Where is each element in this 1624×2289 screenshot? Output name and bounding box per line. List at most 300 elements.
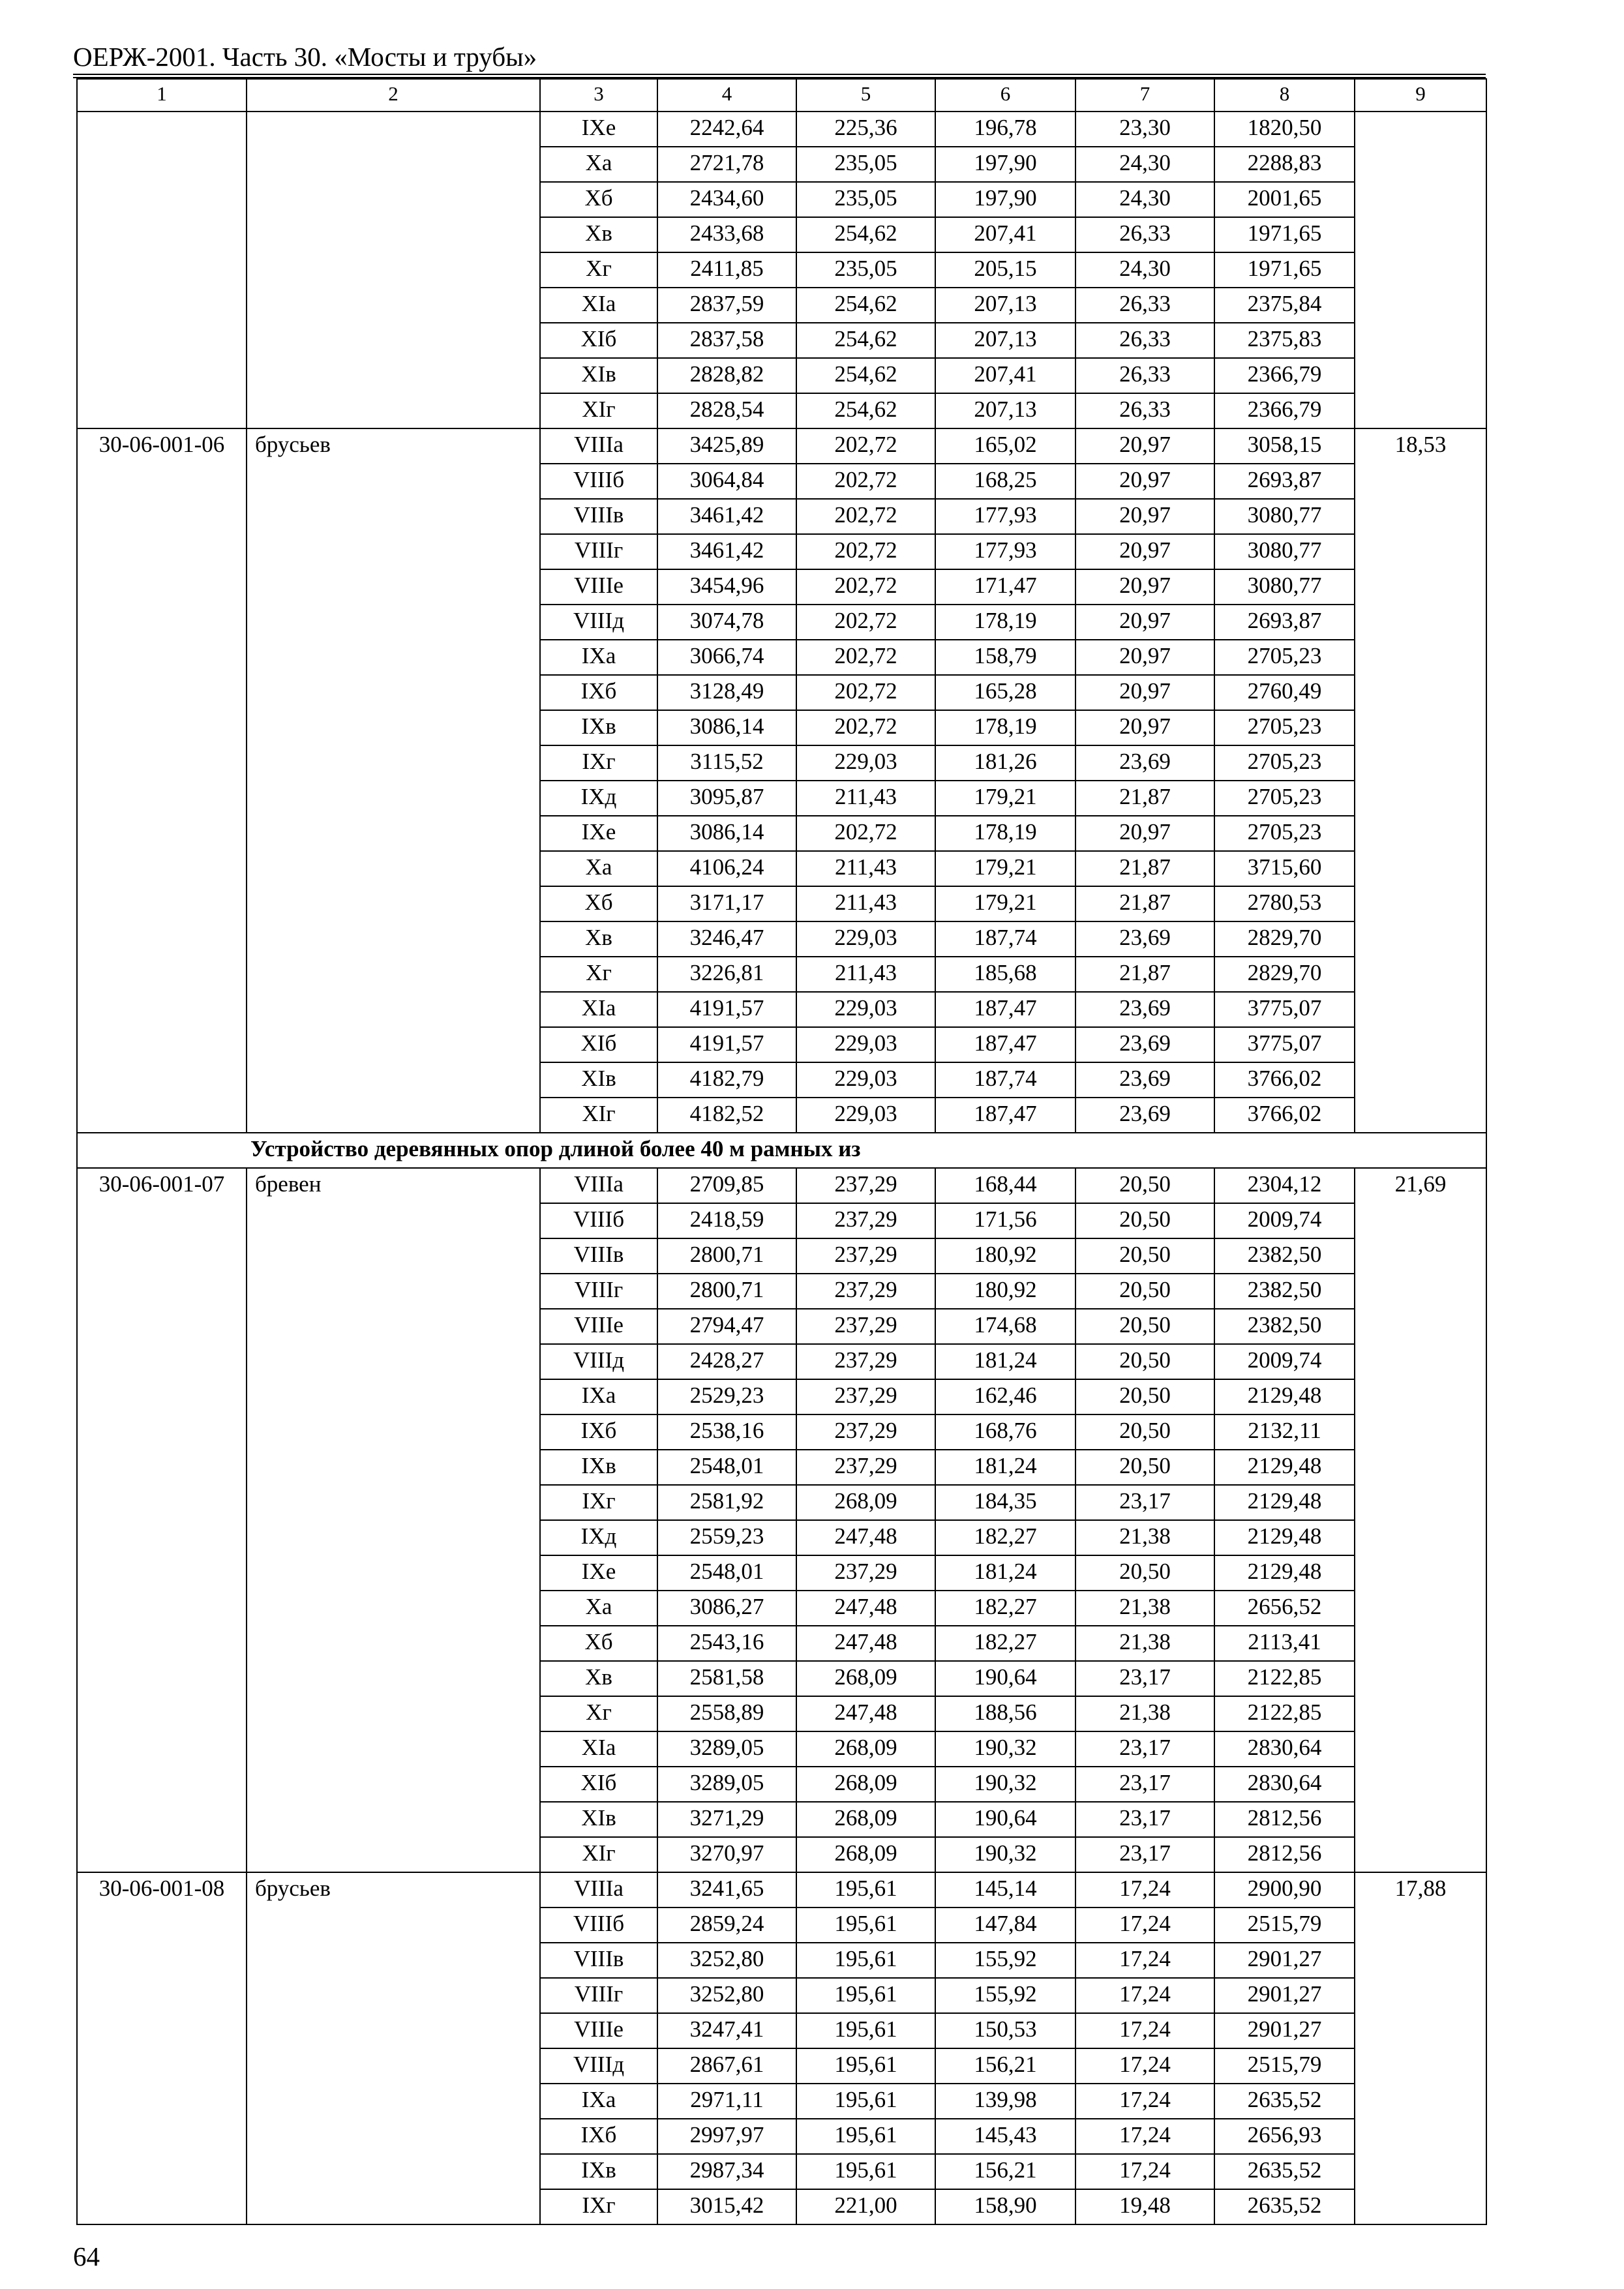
work-name: бревен [247,1168,540,1872]
materials-cell: 2760,49 [1214,675,1355,710]
wages-cell: 247,48 [796,1591,935,1626]
rate-code: 30-06-001-08 [77,1872,247,2224]
machine-cost-cell: 185,68 [935,957,1075,992]
materials-cell: 2693,87 [1214,605,1355,640]
document-header: ОЕРЖ-2001. Часть 30. «Мосты и трубы» [73,42,537,72]
total-cost-cell: 3270,97 [657,1837,796,1872]
machinist-wages-cell: 20,50 [1075,1379,1214,1414]
machinist-wages-cell: 20,97 [1075,710,1214,745]
materials-cell: 2129,48 [1214,1379,1355,1414]
materials-cell: 3775,07 [1214,1027,1355,1062]
machinist-wages-cell: 17,24 [1075,2154,1214,2189]
materials-cell: 3058,15 [1214,428,1355,464]
wages-cell: 235,05 [796,182,935,217]
wages-cell: 195,61 [796,2154,935,2189]
machine-cost-cell: 178,19 [935,605,1075,640]
machine-cost-cell: 156,21 [935,2154,1075,2189]
machinist-wages-cell: 20,50 [1075,1203,1214,1238]
materials-cell: 1971,65 [1214,217,1355,252]
column-number: 5 [796,79,935,112]
materials-cell: 3080,77 [1214,569,1355,605]
machine-cost-cell: 182,27 [935,1520,1075,1555]
total-cost-cell: 2709,85 [657,1168,796,1203]
wages-cell: 211,43 [796,957,935,992]
materials-cell: 2001,65 [1214,182,1355,217]
machine-cost-cell: 168,25 [935,464,1075,499]
column-number: 2 [247,79,540,112]
wages-cell: 229,03 [796,1062,935,1098]
total-cost-cell: 2800,71 [657,1238,796,1274]
total-cost-cell: 3115,52 [657,745,796,781]
wages-cell: 268,09 [796,1837,935,1872]
machine-cost-cell: 190,64 [935,1802,1075,1837]
machinist-wages-cell: 21,87 [1075,851,1214,886]
machinist-wages-cell: 23,17 [1075,1731,1214,1767]
wages-cell: 211,43 [796,851,935,886]
header-rule [73,74,1486,75]
total-cost-cell: 3064,84 [657,464,796,499]
wages-cell: 237,29 [796,1379,935,1414]
materials-cell: 2113,41 [1214,1626,1355,1661]
materials-cell: 1820,50 [1214,112,1355,147]
materials-cell: 2288,83 [1214,147,1355,182]
materials-cell: 2132,11 [1214,1414,1355,1450]
wages-cell: 221,00 [796,2189,935,2224]
wages-cell: 195,61 [796,1872,935,1908]
column-number: 6 [935,79,1075,112]
machinist-wages-cell: 20,50 [1075,1309,1214,1344]
materials-cell: 2635,52 [1214,2084,1355,2119]
machinist-wages-cell: 21,87 [1075,957,1214,992]
machine-cost-cell: 165,02 [935,428,1075,464]
machine-cost-cell: 155,92 [935,1978,1075,2013]
column-number: 7 [1075,79,1214,112]
materials-cell: 2129,48 [1214,1485,1355,1520]
materials-cell: 2705,23 [1214,710,1355,745]
category-cell: XIа [540,1731,657,1767]
machinist-wages-cell: 23,69 [1075,1098,1214,1133]
total-cost-cell: 3289,05 [657,1767,796,1802]
machine-cost-cell: 179,21 [935,851,1075,886]
materials-cell: 2705,23 [1214,745,1355,781]
machinist-wages-cell: 21,87 [1075,886,1214,921]
wages-cell: 229,03 [796,992,935,1027]
total-cost-cell: 3247,41 [657,2013,796,2048]
category-cell: IXе [540,112,657,147]
category-cell: Xб [540,1626,657,1661]
category-cell: XIб [540,323,657,358]
column-number: 4 [657,79,796,112]
materials-cell: 2366,79 [1214,393,1355,428]
total-cost-cell: 2529,23 [657,1379,796,1414]
machinist-wages-cell: 17,24 [1075,1872,1214,1908]
materials-cell: 2901,27 [1214,1943,1355,1978]
total-cost-cell: 2558,89 [657,1696,796,1731]
total-cost-cell: 4182,52 [657,1098,796,1133]
machine-cost-cell: 156,21 [935,2048,1075,2084]
category-cell: Xа [540,147,657,182]
wages-cell: 237,29 [796,1555,935,1591]
category-cell: IXе [540,1555,657,1591]
wages-cell: 202,72 [796,534,935,569]
total-cost-cell: 2859,24 [657,1908,796,1943]
wages-cell: 268,09 [796,1767,935,1802]
category-cell: VIIIг [540,534,657,569]
total-cost-cell: 3128,49 [657,675,796,710]
materials-cell: 3080,77 [1214,534,1355,569]
category-cell: IXв [540,710,657,745]
materials-cell: 2812,56 [1214,1802,1355,1837]
total-cost-cell: 3086,14 [657,816,796,851]
column-number: 3 [540,79,657,112]
machinist-wages-cell: 19,48 [1075,2189,1214,2224]
total-cost-cell: 3171,17 [657,886,796,921]
materials-cell: 2829,70 [1214,957,1355,992]
total-cost-cell: 2997,97 [657,2119,796,2154]
materials-cell: 2382,50 [1214,1309,1355,1344]
materials-cell: 2375,84 [1214,288,1355,323]
labor-cost-cell: 21,69 [1355,1168,1486,1872]
total-cost-cell: 2971,11 [657,2084,796,2119]
total-cost-cell: 3461,42 [657,499,796,534]
rates-table [76,78,1487,2225]
materials-cell: 2656,52 [1214,1591,1355,1626]
machinist-wages-cell: 23,30 [1075,112,1214,147]
total-cost-cell: 4191,57 [657,1027,796,1062]
machinist-wages-cell: 17,24 [1075,2119,1214,2154]
machine-cost-cell: 207,13 [935,323,1075,358]
total-cost-cell: 2987,34 [657,2154,796,2189]
work-name: брусьев [247,1872,540,2224]
total-cost-cell: 2828,54 [657,393,796,428]
machine-cost-cell: 179,21 [935,886,1075,921]
machinist-wages-cell: 26,33 [1075,358,1214,393]
table-row [77,1872,1486,1908]
materials-cell: 2693,87 [1214,464,1355,499]
wages-cell: 247,48 [796,1520,935,1555]
total-cost-cell: 2543,16 [657,1626,796,1661]
section-heading-row [77,1133,1486,1168]
materials-cell: 2635,52 [1214,2154,1355,2189]
machinist-wages-cell: 20,97 [1075,675,1214,710]
total-cost-cell: 2581,58 [657,1661,796,1696]
machine-cost-cell: 171,47 [935,569,1075,605]
wages-cell: 254,62 [796,288,935,323]
machine-cost-cell: 158,90 [935,2189,1075,2224]
wages-cell: 229,03 [796,745,935,781]
materials-cell: 2900,90 [1214,1872,1355,1908]
wages-cell: 268,09 [796,1731,935,1767]
wages-cell: 237,29 [796,1450,935,1485]
machine-cost-cell: 181,24 [935,1450,1075,1485]
machine-cost-cell: 155,92 [935,1943,1075,1978]
wages-cell: 202,72 [796,499,935,534]
wages-cell: 202,72 [796,464,935,499]
machinist-wages-cell: 20,50 [1075,1238,1214,1274]
machine-cost-cell: 171,56 [935,1203,1075,1238]
total-cost-cell: 2837,58 [657,323,796,358]
category-cell: XIг [540,1098,657,1133]
wages-cell: 195,61 [796,1978,935,2013]
category-cell: VIIIа [540,1872,657,1908]
materials-cell: 2515,79 [1214,1908,1355,1943]
machine-cost-cell: 177,93 [935,534,1075,569]
machine-cost-cell: 165,28 [935,675,1075,710]
category-cell: VIIIг [540,1274,657,1309]
machine-cost-cell: 182,27 [935,1591,1075,1626]
total-cost-cell: 3241,65 [657,1872,796,1908]
rate-code [77,112,247,428]
materials-cell: 3080,77 [1214,499,1355,534]
total-cost-cell: 2411,85 [657,252,796,288]
work-name: брусьев [247,428,540,1133]
category-cell: IXа [540,1379,657,1414]
machinist-wages-cell: 23,69 [1075,1062,1214,1098]
wages-cell: 195,61 [796,2013,935,2048]
category-cell: VIIIа [540,428,657,464]
wages-cell: 229,03 [796,1098,935,1133]
total-cost-cell: 2548,01 [657,1555,796,1591]
total-cost-cell: 4106,24 [657,851,796,886]
total-cost-cell: 3074,78 [657,605,796,640]
total-cost-cell: 3246,47 [657,921,796,957]
wages-cell: 202,72 [796,816,935,851]
category-cell: IXа [540,640,657,675]
category-cell: XIа [540,288,657,323]
materials-cell: 2656,93 [1214,2119,1355,2154]
machine-cost-cell: 181,24 [935,1344,1075,1379]
category-cell: XIв [540,1802,657,1837]
wages-cell: 254,62 [796,217,935,252]
total-cost-cell: 4182,79 [657,1062,796,1098]
machine-cost-cell: 145,43 [935,2119,1075,2154]
machinist-wages-cell: 20,50 [1075,1414,1214,1450]
machinist-wages-cell: 20,97 [1075,816,1214,851]
machinist-wages-cell: 23,17 [1075,1802,1214,1837]
materials-cell: 2366,79 [1214,358,1355,393]
total-cost-cell: 3461,42 [657,534,796,569]
category-cell: IXб [540,675,657,710]
materials-cell: 2122,85 [1214,1661,1355,1696]
category-cell: VIIIе [540,569,657,605]
category-cell: IXв [540,2154,657,2189]
total-cost-cell: 3425,89 [657,428,796,464]
category-cell: XIг [540,393,657,428]
wages-cell: 268,09 [796,1485,935,1520]
machinist-wages-cell: 17,24 [1075,2013,1214,2048]
machinist-wages-cell: 20,97 [1075,428,1214,464]
materials-cell: 2122,85 [1214,1696,1355,1731]
machine-cost-cell: 177,93 [935,499,1075,534]
category-cell: Xв [540,921,657,957]
category-cell: VIIIа [540,1168,657,1203]
machine-cost-cell: 182,27 [935,1626,1075,1661]
wages-cell: 254,62 [796,393,935,428]
total-cost-cell: 2434,60 [657,182,796,217]
wages-cell: 254,62 [796,323,935,358]
total-cost-cell: 2433,68 [657,217,796,252]
wages-cell: 247,48 [796,1696,935,1731]
machine-cost-cell: 181,26 [935,745,1075,781]
category-cell: VIIIг [540,1978,657,2013]
machinist-wages-cell: 20,97 [1075,534,1214,569]
machinist-wages-cell: 21,38 [1075,1591,1214,1626]
wages-cell: 235,05 [796,147,935,182]
machinist-wages-cell: 20,50 [1075,1344,1214,1379]
machinist-wages-cell: 20,97 [1075,569,1214,605]
materials-cell: 3766,02 [1214,1062,1355,1098]
column-number: 9 [1355,79,1486,112]
category-cell: XIв [540,358,657,393]
wages-cell: 268,09 [796,1661,935,1696]
total-cost-cell: 2828,82 [657,358,796,393]
machinist-wages-cell: 20,97 [1075,605,1214,640]
machine-cost-cell: 139,98 [935,2084,1075,2119]
wages-cell: 195,61 [796,2119,935,2154]
wages-cell: 247,48 [796,1626,935,1661]
category-cell: Xг [540,1696,657,1731]
machine-cost-cell: 174,68 [935,1309,1075,1344]
total-cost-cell: 3252,80 [657,1978,796,2013]
wages-cell: 225,36 [796,112,935,147]
table-row [77,428,1486,464]
column-number-row [77,79,1486,112]
machine-cost-cell: 187,74 [935,1062,1075,1098]
total-cost-cell: 2794,47 [657,1309,796,1344]
machinist-wages-cell: 21,38 [1075,1626,1214,1661]
materials-cell: 3766,02 [1214,1098,1355,1133]
machine-cost-cell: 180,92 [935,1274,1075,1309]
machine-cost-cell: 207,41 [935,217,1075,252]
wages-cell: 237,29 [796,1309,935,1344]
wages-cell: 235,05 [796,252,935,288]
category-cell: Xг [540,957,657,992]
machine-cost-cell: 196,78 [935,112,1075,147]
materials-cell: 2515,79 [1214,2048,1355,2084]
category-cell: Xв [540,217,657,252]
total-cost-cell: 3226,81 [657,957,796,992]
wages-cell: 202,72 [796,675,935,710]
category-cell: VIIIв [540,1943,657,1978]
machinist-wages-cell: 24,30 [1075,182,1214,217]
materials-cell: 2901,27 [1214,2013,1355,2048]
category-cell: VIIIе [540,2013,657,2048]
category-cell: Xа [540,851,657,886]
category-cell: VIIIб [540,1203,657,1238]
wages-cell: 254,62 [796,358,935,393]
machine-cost-cell: 187,47 [935,992,1075,1027]
machinist-wages-cell: 23,69 [1075,745,1214,781]
category-cell: IXб [540,2119,657,2154]
materials-cell: 2009,74 [1214,1344,1355,1379]
machinist-wages-cell: 21,38 [1075,1696,1214,1731]
machine-cost-cell: 187,74 [935,921,1075,957]
category-cell: XIб [540,1767,657,1802]
machinist-wages-cell: 21,87 [1075,781,1214,816]
machine-cost-cell: 187,47 [935,1027,1075,1062]
labor-cost-cell: 18,53 [1355,428,1486,1133]
machine-cost-cell: 197,90 [935,147,1075,182]
category-cell: IXв [540,1450,657,1485]
materials-cell: 2129,48 [1214,1450,1355,1485]
wages-cell: 202,72 [796,569,935,605]
category-cell: IXа [540,2084,657,2119]
wages-cell: 211,43 [796,886,935,921]
materials-cell: 2901,27 [1214,1978,1355,2013]
wages-cell: 202,72 [796,710,935,745]
table-row [77,112,1486,147]
machinist-wages-cell: 26,33 [1075,393,1214,428]
total-cost-cell: 2548,01 [657,1450,796,1485]
machine-cost-cell: 190,32 [935,1837,1075,1872]
total-cost-cell: 3086,14 [657,710,796,745]
machine-cost-cell: 190,32 [935,1731,1075,1767]
machine-cost-cell: 168,76 [935,1414,1075,1450]
materials-cell: 2382,50 [1214,1274,1355,1309]
category-cell: XIг [540,1837,657,1872]
total-cost-cell: 3271,29 [657,1802,796,1837]
category-cell: XIв [540,1062,657,1098]
category-cell: IXб [540,1414,657,1450]
total-cost-cell: 3066,74 [657,640,796,675]
category-cell: IXг [540,1485,657,1520]
materials-cell: 1971,65 [1214,252,1355,288]
materials-cell: 2304,12 [1214,1168,1355,1203]
page-number: 64 [73,2241,100,2271]
table-row [77,1168,1486,1203]
category-cell: Xв [540,1661,657,1696]
materials-cell: 2705,23 [1214,781,1355,816]
category-cell: XIа [540,992,657,1027]
machinist-wages-cell: 17,24 [1075,1908,1214,1943]
machine-cost-cell: 187,47 [935,1098,1075,1133]
labor-cost-cell [1355,112,1486,428]
wages-cell: 195,61 [796,2048,935,2084]
machine-cost-cell: 181,24 [935,1555,1075,1591]
machinist-wages-cell: 20,50 [1075,1555,1214,1591]
machine-cost-cell: 188,56 [935,1696,1075,1731]
column-number: 8 [1214,79,1355,112]
machine-cost-cell: 205,15 [935,252,1075,288]
total-cost-cell: 2721,78 [657,147,796,182]
total-cost-cell: 2428,27 [657,1344,796,1379]
wages-cell: 202,72 [796,428,935,464]
machine-cost-cell: 207,41 [935,358,1075,393]
total-cost-cell: 2242,64 [657,112,796,147]
total-cost-cell: 3095,87 [657,781,796,816]
machinist-wages-cell: 17,24 [1075,2084,1214,2119]
materials-cell: 2705,23 [1214,816,1355,851]
total-cost-cell: 2867,61 [657,2048,796,2084]
machinist-wages-cell: 26,33 [1075,217,1214,252]
column-number: 1 [77,79,247,112]
category-cell: Xг [540,252,657,288]
total-cost-cell: 3252,80 [657,1943,796,1978]
category-cell: VIIIв [540,1238,657,1274]
total-cost-cell: 3454,96 [657,569,796,605]
total-cost-cell: 3015,42 [657,2189,796,2224]
machinist-wages-cell: 20,97 [1075,499,1214,534]
wages-cell: 237,29 [796,1414,935,1450]
category-cell: Xа [540,1591,657,1626]
wages-cell: 237,29 [796,1344,935,1379]
machinist-wages-cell: 23,17 [1075,1837,1214,1872]
wages-cell: 237,29 [796,1168,935,1203]
rate-code: 30-06-001-06 [77,428,247,1133]
category-cell: IXе [540,816,657,851]
category-cell: VIIIб [540,1908,657,1943]
machine-cost-cell: 147,84 [935,1908,1075,1943]
